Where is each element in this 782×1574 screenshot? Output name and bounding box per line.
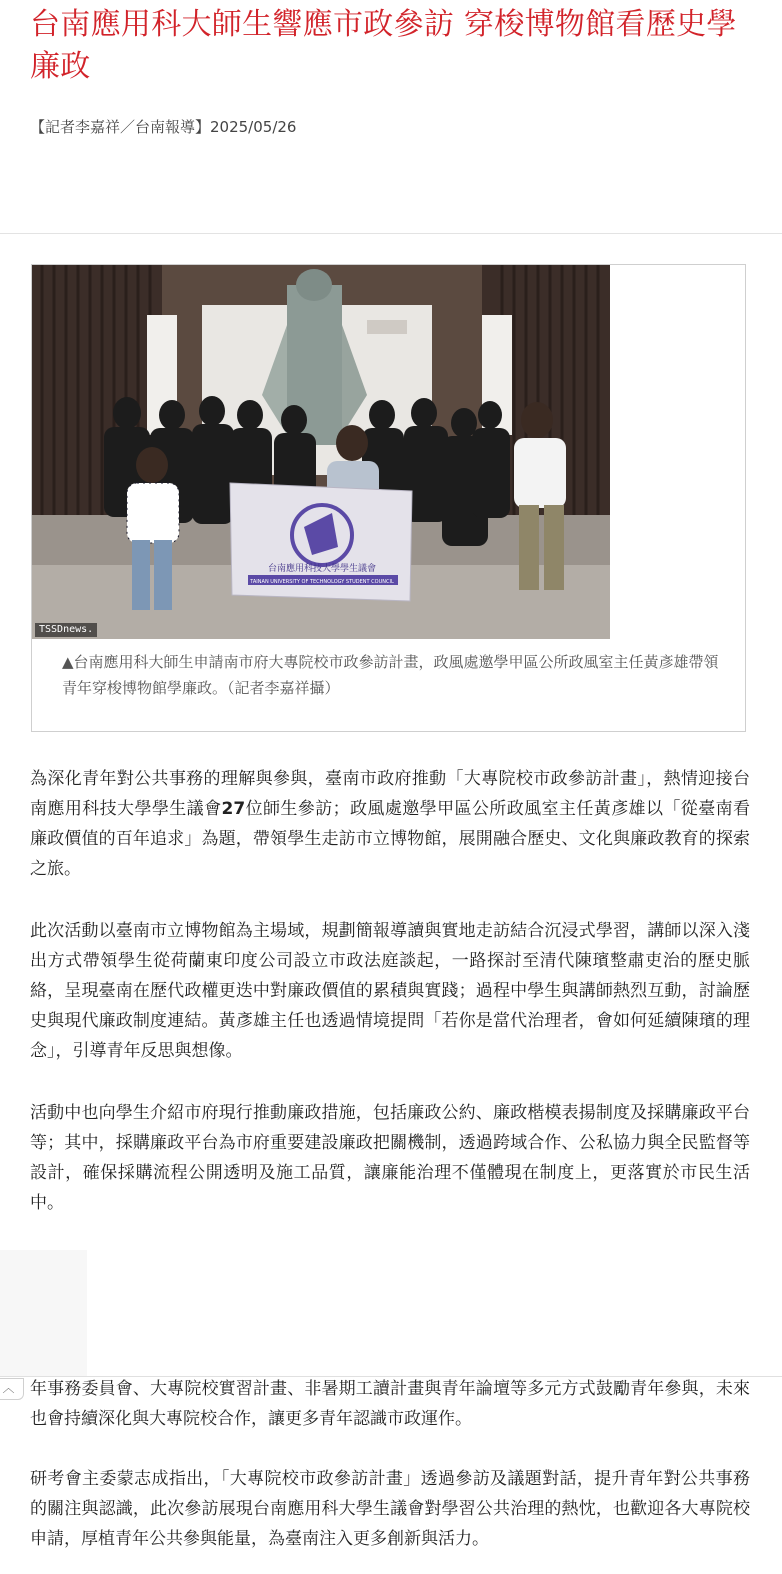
paragraph-1-text-b: 位師生參訪；政風處邀學甲區公所政風室主任黃彥雄以「從臺南看廉政價值的百年追求」為題，帶領學生走訪市立博物館，展開融合歷史、文化與廉政教育的探索之旅。: [30, 799, 751, 879]
article-paragraph-2: 此次活動以臺南市立博物館為主場域，規劃簡報導讀與實地走訪結合沉浸式學習，講師以深入淺出方式帶領學生從荷蘭東印度公司設立市政法庭談起，一路探討至清代陳璸整肅吏治的歷史脈絡，呈現臺南在歷代政權更迭中對廉政價值的累積與實踐；過程中學生與講師熱烈互動，討論歷史與現代廉政制度連結。黃彥雄主任也透過情境提問「若你是當代治理者，會如何延續陳璸的理念」，引導青年反思與想像。: [30, 921, 750, 1061]
group-photo-illustration: [32, 265, 610, 639]
article-title: 台南應用科大師生響應市政參訪 穿梭博物館看歷史學廉政: [30, 7, 737, 84]
banner-text: 台南應用科技大學學生議會: [267, 564, 377, 574]
photo-caption: ▲台南應用科大師生申請南市府大專院校市政參訪計畫，政風處邀學甲區公所政風室主任黃彥雄帶領青年穿梭博物館學廉政。（記者李嘉祥攝）: [62, 653, 719, 697]
banner-text-en: TAINAN UNIVERSITY OF TECHNOLOGY STUDENT COUNCIL: [250, 579, 394, 585]
paragraph-1-bold: 27: [221, 799, 246, 819]
article-photo[interactable]: [32, 265, 610, 639]
article-paragraph-4: 年事務委員會、大專院校實習計畫、非暑期工讀計畫與青年論壇等多元方式鼓勵青年參與，未來也會持續深化與大專院校合作，讓更多青年認識市政運作。: [30, 1379, 750, 1429]
ad-collapse-icon[interactable]: ︿: [0, 1378, 24, 1400]
ad-slot: [0, 1250, 87, 1376]
article-byline: 【記者李嘉祥／台南報導】2025/05/26: [30, 118, 297, 136]
article-paragraph-3: 活動中也向學生介紹市府現行推動廉政措施，包括廉政公約、廉政楷模表揚制度及採購廉政平台等；其中，採購廉政平台為市府重要建設廉政把關機制，透過跨域合作、公私協力與全民監督等設計，確保採購流程公開透明及施工品質，讓廉能治理不僅體現在制度上，更落實於市民生活中。: [30, 1103, 750, 1213]
article-figure: [31, 264, 746, 732]
article-paragraph-1: [30, 764, 750, 884]
header-divider: [0, 233, 782, 234]
photo-watermark: TSSDnews.: [35, 623, 97, 637]
paragraph-1-text-a: 為深化青年對公共事務的理解與參與，臺南市政府推動「大專院校市政參訪計畫」，熱情迎接台南應用科技大學學生議會: [30, 769, 750, 819]
article-paragraph-5: 研考會主委蒙志成指出，「大專院校市政參訪計畫」透過參訪及議題對話，提升青年對公共事務的關注與認識，此次參訪展現台南應用科大學生議會對學習公共治理的熱忱，也歡迎各大專院校申請，厚植青年公共參與能量，為臺南注入更多創新與活力。: [30, 1469, 750, 1549]
